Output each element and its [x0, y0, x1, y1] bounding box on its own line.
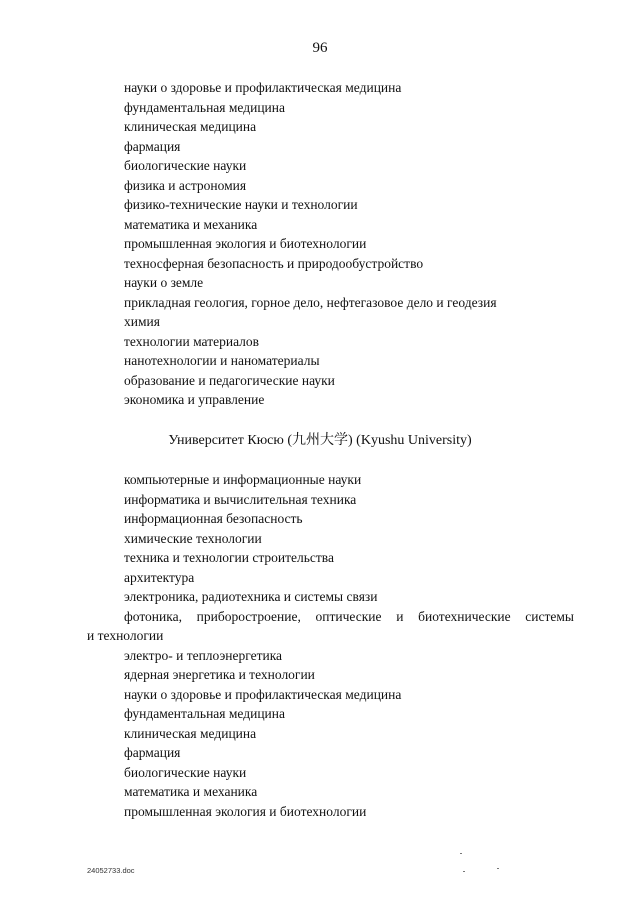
list-item: ядерная энергетика и технологии [124, 667, 315, 682]
list-item: фармация [124, 745, 181, 760]
list-item: клиническая медицина [124, 119, 257, 134]
list-item: науки о здоровье и профилактическая медицина [124, 686, 402, 702]
footer-filename: 24052733.doc [87, 866, 135, 875]
list-item: физика и астрономия [124, 177, 247, 193]
wrapped-list-item-line1: фотоника, приборостроение, оптические и биотехнические системы [124, 608, 574, 624]
list-item: техника и технологии строительства [124, 550, 334, 565]
list-item: математика и механика [124, 784, 258, 799]
list-item: компьютерные и информационные науки [124, 472, 362, 487]
list-item: фундаментальная медицина [124, 99, 285, 115]
university-heading: Университет Кюсю (九州大学) (Kyushu University) [168, 433, 472, 448]
list-item: промышленная экология и биотехнологии [124, 236, 367, 251]
list-item: клиническая медицина [124, 725, 257, 741]
specialty-list-2 [87, 470, 574, 821]
list-item: образование и педагогические науки [124, 372, 335, 388]
list-item: технологии материалов [124, 333, 260, 349]
list-item: нанотехнологии и наноматериалы [124, 353, 320, 368]
list-item: архитектура [124, 569, 195, 585]
list-item: экономика и управление [124, 392, 265, 407]
list-item: химия [124, 314, 160, 329]
wrapped-list-item [87, 607, 574, 646]
list-item: фармация [124, 138, 181, 154]
list-item: электроника, радиотехника и системы связи [124, 589, 378, 604]
list-item: физико-технические науки и технологии [124, 197, 358, 212]
list-item: прикладная геология, горное дело, нефтегазовое дело и геодезия [124, 294, 497, 310]
list-item: информационная безопасность [124, 511, 303, 526]
specialty-list-1 [124, 78, 497, 410]
list-item: математика и механика [124, 216, 258, 232]
list-item: химические технологии [124, 530, 262, 546]
list-item: информатика и вычислительная техника [124, 491, 357, 507]
list-item: фундаментальная медицина [124, 706, 285, 721]
scan-speck [460, 853, 462, 854]
list-item: техносферная безопасность и природообустройство [124, 255, 424, 271]
page-number: 96 [312, 40, 328, 56]
list-item: электро- и теплоэнергетика [124, 647, 283, 663]
list-item: биологические науки [124, 158, 247, 173]
wrapped-list-item-line2: и технологии [87, 628, 164, 643]
list-item: промышленная экология и биотехнологии [124, 803, 367, 819]
scan-speck [463, 871, 465, 872]
list-item: науки о земле [124, 275, 204, 290]
scan-speck [497, 868, 499, 869]
list-item: биологические науки [124, 764, 247, 780]
list-item: науки о здоровье и профилактическая медицина [124, 80, 402, 95]
